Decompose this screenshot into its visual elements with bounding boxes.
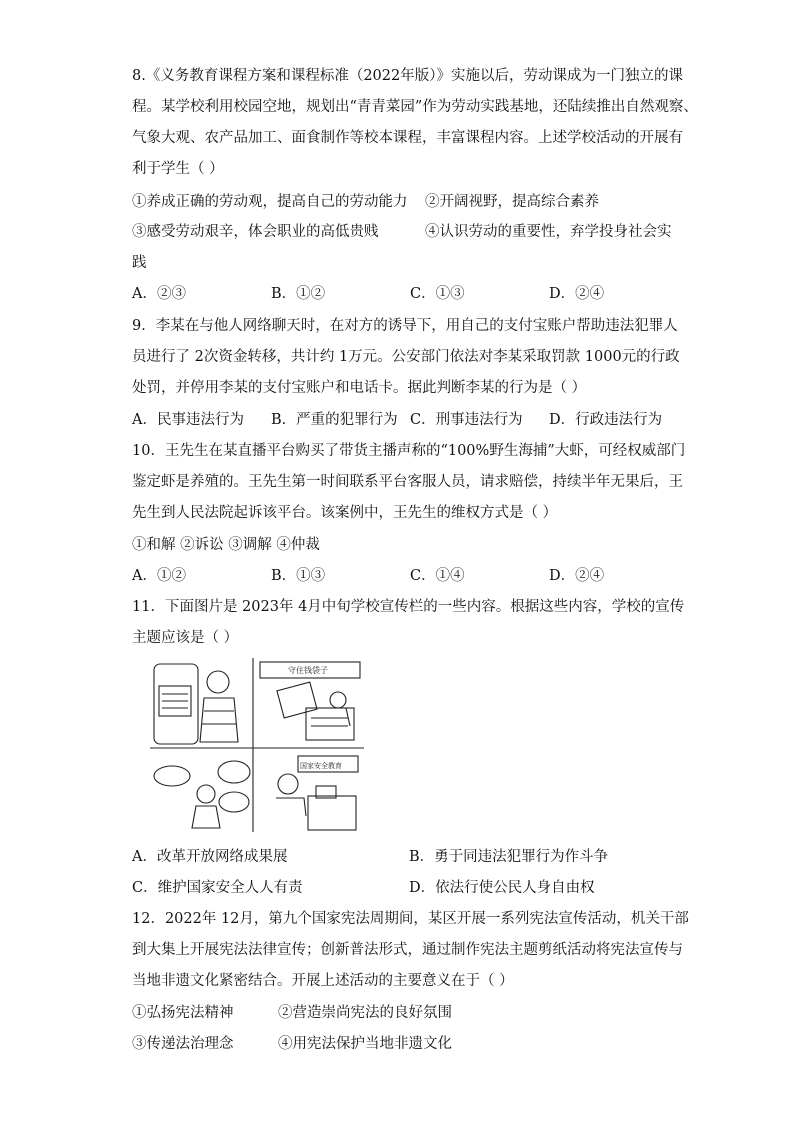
q9-line-3: 处罚，并停用李某的支付宝账户和电话卡。据此判断李某的行为是（ ） <box>132 380 587 396</box>
q8-line-2: 程。某学校利用校园空地，规划出“青青菜园”作为劳动实践基地，还陆续推出自然观察、 <box>132 99 698 115</box>
q10-line-1: 10．王先生在某直播平台购买了带货主播声称的“100%野生海捕”大虾，可经权威部门 <box>132 443 686 459</box>
q9-line-2: 员进行了 2次资金转移，共计约 1万元。公安部门依法对李某采取罚款 1000元的行政 <box>132 349 680 365</box>
q11-option-d[interactable]: D．依法行使公民人身自由权 <box>409 880 595 896</box>
q11-option-b[interactable]: B．勇于同违法犯罪行为作斗争 <box>409 849 609 865</box>
q11-line-1: 11．下面图片是 2023年 4月中旬学校宣传栏的一些内容。根据这些内容，学校的宣传 <box>132 599 685 615</box>
q12-item-2: ②营造崇尚宪法的良好氛围 <box>278 1005 452 1021</box>
q9-option-b[interactable]: B．严重的犯罪行为 <box>271 412 398 428</box>
q8-option-d[interactable]: D．②④ <box>549 286 605 302</box>
q12-items-row-1 <box>132 1003 672 1023</box>
q8-item-2: ②开阔视野，提高综合素养 <box>425 194 599 210</box>
q12-item-3: ③传递法治理念 <box>132 1036 234 1052</box>
q10-line-3: 先生到人民法院起诉该平台。该案例中，王先生的维权方式是（ ） <box>132 505 558 521</box>
q9-options <box>132 410 672 430</box>
q10-option-b[interactable]: B．①③ <box>271 568 326 584</box>
q10-option-c[interactable]: C．①④ <box>410 568 465 584</box>
q8-option-c[interactable]: C．①③ <box>410 286 465 302</box>
q10-items: ①和解 ②诉讼 ③调解 ④仲裁 <box>132 537 320 553</box>
q12-line-1: 12．2022年 12月，第九个国家宪法周期间，某区开展一系列宪法宣传活动，机关干部 <box>132 911 689 927</box>
q12-line-3: 当地非遗文化紧密结合。开展上述活动的主要意义在于（ ） <box>132 973 514 989</box>
q8-option-b[interactable]: B．①② <box>271 286 326 302</box>
q10-options <box>132 566 672 586</box>
q10-option-d[interactable]: D．②④ <box>549 568 605 584</box>
q12-item-1: ①弘扬宪法精神 <box>132 1005 234 1021</box>
q9-option-c[interactable]: C．刑事违法行为 <box>410 412 523 428</box>
q8-line-4: 利于学生（ ） <box>132 161 224 177</box>
q9-option-a[interactable]: A．民事违法行为 <box>132 412 244 428</box>
q8-item-4: ④认识劳动的重要性，弃学投身社会实 <box>425 224 672 240</box>
q9-option-d[interactable]: D．行政违法行为 <box>549 412 663 428</box>
q11-options-row-1 <box>132 847 672 867</box>
propaganda-board-figure <box>148 656 366 834</box>
q11-options-row-2 <box>132 878 672 898</box>
q11-option-a[interactable]: A．改革开放网络成果展 <box>132 849 288 865</box>
q8-item-4-cont: 践 <box>132 255 147 271</box>
q8-items-row-2 <box>132 222 672 242</box>
q10-line-2: 鉴定虾是养殖的。王先生第一时间联系平台客服人员，请求赔偿，持续半年无果后，王 <box>132 474 683 490</box>
q8-option-a[interactable]: A．②③ <box>132 286 186 302</box>
q8-options <box>132 284 672 304</box>
q11-line-2: 主题应该是（ ） <box>132 630 239 646</box>
q12-item-4: ④用宪法保护当地非遗文化 <box>278 1036 452 1052</box>
q11-option-c[interactable]: C．维护国家安全人人有责 <box>132 880 303 896</box>
q8-item-3: ③感受劳动艰辛，体会职业的高低贵贱 <box>132 224 379 240</box>
q9-line-1: 9．李某在与他人网络聊天时，在对方的诱导下，用自己的支付宝账户帮助违法犯罪人 <box>132 318 678 334</box>
q8-line-1: 8.《义务教育课程方案和课程标准（2022年版）》实施以后，劳动课成为一门独立的课 <box>132 68 683 84</box>
q12-items-row-2 <box>132 1034 672 1054</box>
q12-line-2: 到大集上开展宪法法律宣传；创新普法形式，通过制作宪法主题剪纸活动将宪法宣传与 <box>132 942 683 958</box>
q8-items-row-1 <box>132 192 672 212</box>
q10-option-a[interactable]: A．①② <box>132 568 186 584</box>
q8-item-1: ①养成正确的劳动观，提高自己的劳动能力 <box>132 194 408 210</box>
q8-line-3: 气象大观、农产品加工、面食制作等校本课程，丰富课程内容。上述学校活动的开展有 <box>132 130 683 146</box>
figure-caption-money: 守住钱袋子 <box>288 666 328 675</box>
figure-caption-security: 国家安全教育 <box>300 762 342 770</box>
